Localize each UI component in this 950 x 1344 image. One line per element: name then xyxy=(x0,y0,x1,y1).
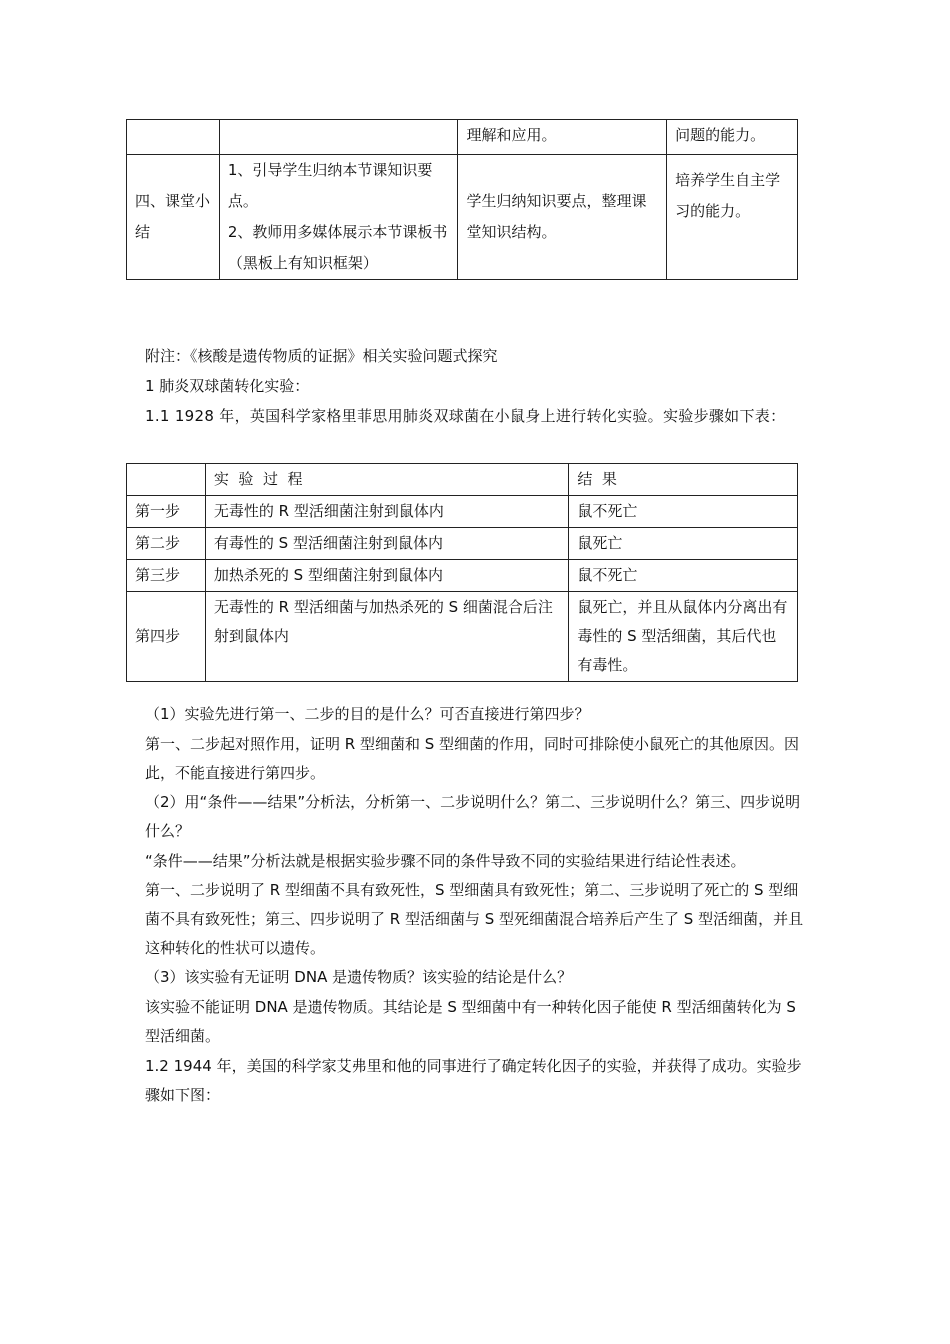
answer: 第一、二步说明了 R 型细菌不具有致死性，S 型细菌具有致死性；第二、三步说明了死亡的 S 型细菌不具有致死性；第三、四步说明了 R 型活细菌与 S 型死细菌混合培养后产生了 S 型活细菌，并且这种转化的性状可以遗传。 xyxy=(145,881,804,957)
step-cell: 第二步 xyxy=(127,528,206,560)
student-activity-cell: 理解和应用。 xyxy=(458,120,667,155)
paragraph: 1.1 1928 年，英国科学家格里菲思用肺炎双球菌在小鼠身上进行转化实验。实验步骤如下表： xyxy=(145,407,786,425)
goal-cell: 问题的能力。 xyxy=(667,120,798,155)
table-row xyxy=(127,120,798,155)
table-row xyxy=(127,155,798,280)
experiment-table xyxy=(126,463,798,682)
process-cell: 无毒性的 R 型活细菌与加热杀死的 S 细菌混合后注射到鼠体内 xyxy=(205,592,568,682)
step-cell: 第三步 xyxy=(127,560,206,592)
teacher-activity-cell xyxy=(219,120,458,155)
table-row xyxy=(127,496,798,528)
process-cell: 加热杀死的 S 型细菌注射到鼠体内 xyxy=(205,560,568,592)
table-row xyxy=(127,560,798,592)
student-activity-cell: 学生归纳知识要点，整理课堂知识结构。 xyxy=(458,155,667,280)
table-header-row xyxy=(127,464,798,496)
goal-cell: 培养学生自主学习的能力。 xyxy=(667,155,798,280)
process-cell: 有毒性的 S 型活细菌注射到鼠体内 xyxy=(205,528,568,560)
result-cell: 鼠死亡，并且从鼠体内分离出有毒性的 S 型活细菌，其后代也有毒性。 xyxy=(569,592,798,682)
answer: 该实验不能证明 DNA 是遗传物质。其结论是 S 型细菌中有一种转化因子能使 R 型活细菌转化为 S 型活细菌。 xyxy=(145,998,796,1045)
result-cell: 鼠死亡 xyxy=(569,528,798,560)
question: （3）该实验有无证明 DNA 是遗传物质？该实验的结论是什么？ xyxy=(145,968,573,986)
header-cell xyxy=(127,464,206,496)
result-cell: 鼠不死亡 xyxy=(569,496,798,528)
teacher-activity-cell xyxy=(219,155,458,280)
step-cell: 第一步 xyxy=(127,496,206,528)
answer: “条件——结果”分析法就是根据实验步骤不同的条件导致不同的实验结果进行结论性表述。 xyxy=(145,852,746,870)
process-cell: 无毒性的 R 型活细菌注射到鼠体内 xyxy=(205,496,568,528)
teacher-line: 1、引导学生归纳本节课知识要点。 xyxy=(227,161,433,210)
answer: 第一、二步起对照作用，证明 R 型细菌和 S 型细菌的作用，同时可排除使小鼠死亡的其他原因。因此，不能直接进行第四步。 xyxy=(145,735,800,782)
lesson-plan-table xyxy=(126,119,798,280)
result-cell: 鼠不死亡 xyxy=(569,560,798,592)
section-heading: 1 肺炎双球菌转化实验： xyxy=(145,377,310,395)
header-cell: 实 验 过 程 xyxy=(205,464,568,496)
header-cell: 结 果 xyxy=(569,464,798,496)
appendix-title: 附注：《核酸是遗传物质的证据》相关实验问题式探究 xyxy=(145,347,498,365)
step-cell: 第四步 xyxy=(127,592,206,682)
table-row xyxy=(127,528,798,560)
question: （2）用“条件——结果”分析法，分析第一、二步说明什么？第二、三步说明什么？第三、四步说明什么？ xyxy=(145,793,801,840)
table-row xyxy=(127,592,798,682)
teacher-line: 2、教师用多媒体展示本节课板书（黑板上有知识框架） xyxy=(227,223,448,272)
question: （1）实验先进行第一、二步的目的是什么？可否直接进行第四步？ xyxy=(145,705,590,723)
stage-cell: 四、课堂小结 xyxy=(127,155,220,280)
paragraph: 1.2 1944 年，美国的科学家艾弗里和他的同事进行了确定转化因子的实验，并获得了成功。实验步骤如下图： xyxy=(145,1057,802,1104)
stage-cell xyxy=(127,120,220,155)
